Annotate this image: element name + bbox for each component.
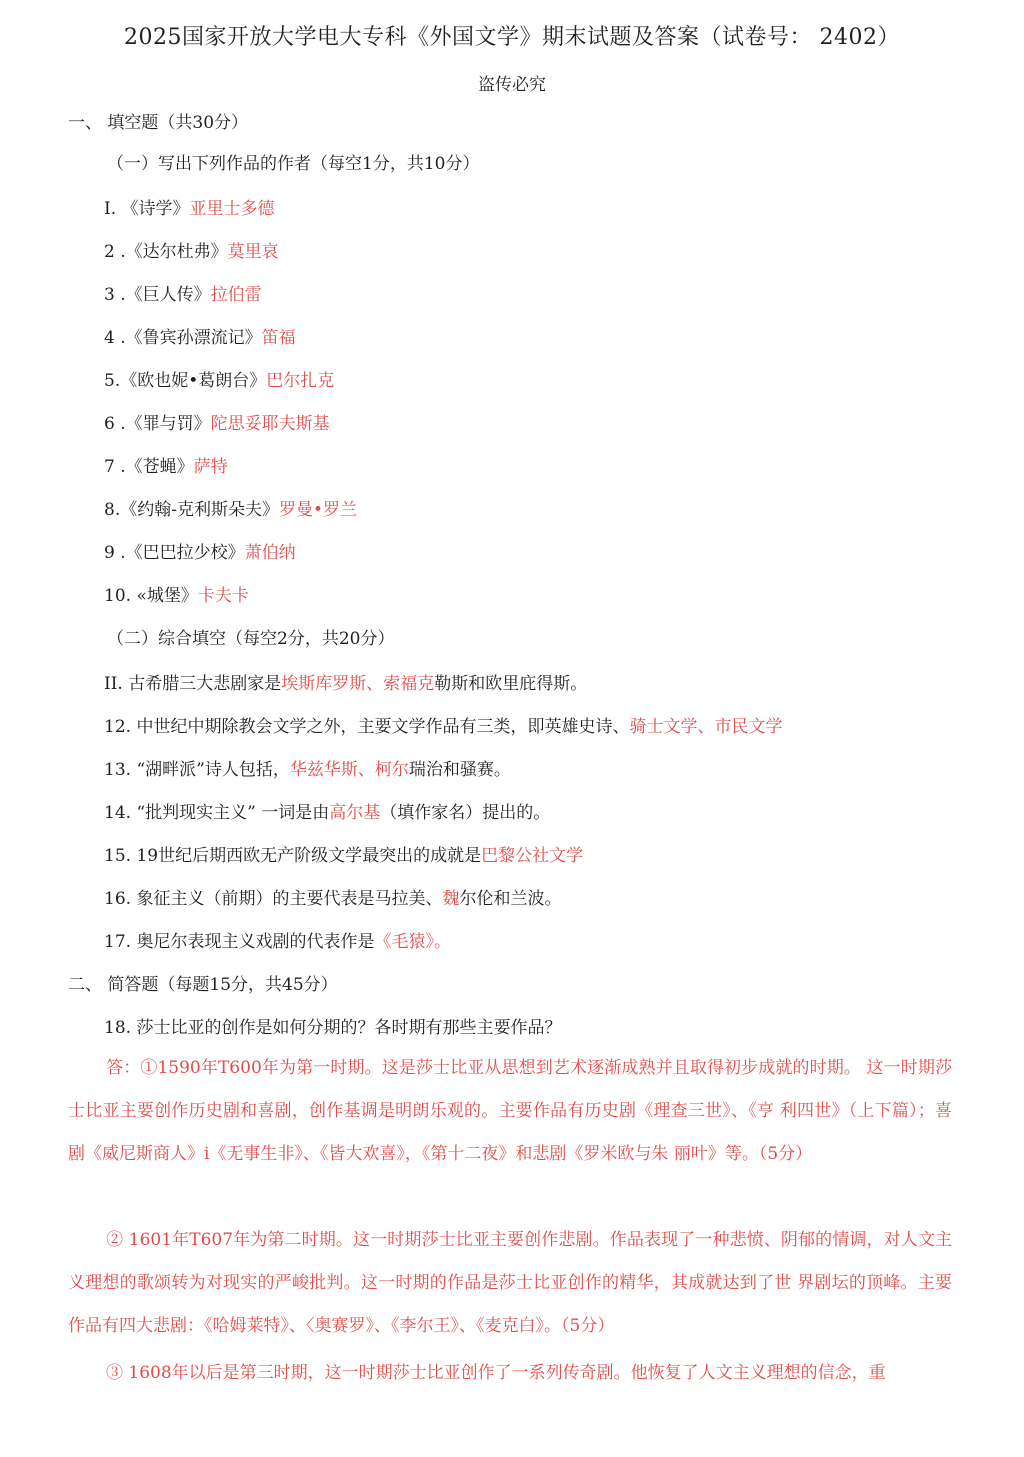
answer-text: 笛福 — [261, 328, 296, 348]
answer-text: 拉伯雷 — [210, 285, 262, 305]
answer-text: 莫里哀 — [227, 242, 279, 262]
list-item — [104, 366, 334, 391]
answer-text: 萨特 — [193, 457, 228, 477]
question-text: II. 古希腊三大悲剧家是 — [104, 674, 282, 694]
list-item — [104, 280, 262, 305]
question-text: 8.《约翰-克利斯朵夫》 — [104, 500, 279, 520]
list-item — [104, 669, 587, 694]
page-title: 2025国家开放大学电大专科《外国文学》期末试题及答案（试卷号： 2402） — [124, 25, 900, 50]
section1-heading: 一、 填空题（共30分） — [68, 113, 249, 133]
answer-text: 罗曼•罗兰 — [278, 500, 357, 520]
question-text: 16. 象征主义（前期）的主要代表是马拉美、 — [104, 889, 443, 909]
list-item — [104, 755, 511, 780]
list-item — [104, 927, 451, 952]
question-text: 12. 中世纪中期除教会文学之外，主要文学作品有三类，即英雄史诗、 — [104, 717, 630, 737]
answer-text: 骑士文学、市民文学 — [629, 717, 783, 737]
question-18: 18. 莎士比亚的创作是如何分期的？各时期有那些主要作品？ — [104, 1018, 562, 1038]
answer-text: 华兹华斯、柯尔 — [289, 760, 409, 780]
answer-paragraph-1 — [68, 1047, 952, 1176]
answer-text: 陀思妥耶夫斯基 — [210, 414, 330, 434]
answer-text: ③ 1608年以后是第三时期，这一时期莎士比亚创作了一系列传奇剧。他恢复了人文主义理想的信念，重 — [106, 1363, 886, 1383]
question-text-tail: 勒斯和欧里庇得斯。 — [434, 674, 588, 694]
answer-text: 高尔基 — [329, 803, 381, 823]
question-text: 6 .《罪与罚》 — [104, 414, 211, 434]
question-text: 3 .《巨人传》 — [104, 285, 211, 305]
part1-heading: （一）写出下列作品的作者（每空1分，共10分） — [107, 154, 480, 174]
answer-text: 魏 — [442, 889, 460, 909]
answer-text: ② 1601年T607年为第二时期。这一时期莎士比亚主要创作悲剧。作品表现了一种悲愤、阴郁的情调，对人文主义理想的歌颂转为对现实的严峻批判。这一时期的作品是莎士比亚创作的精华，其成就达到了世 界剧坛的顶峰。主要作品有四大悲剧：《哈姆莱特》、〈奥赛罗》、《李尔王》、《麦克白》。（5分） — [68, 1230, 952, 1336]
list-item — [104, 323, 296, 348]
list-item — [104, 884, 561, 909]
list-item — [104, 194, 275, 219]
list-item — [104, 495, 357, 520]
question-text: 5.《欧也妮•葛朗台》 — [104, 371, 267, 391]
answer-paragraph-3 — [68, 1352, 952, 1395]
answer-text: 埃斯库罗斯、索福克 — [281, 674, 435, 694]
question-text: 4 .《鲁宾孙漂流记》 — [104, 328, 262, 348]
list-item — [104, 538, 296, 563]
question-text-tail: 尔伦和兰波。 — [459, 889, 562, 909]
answer-text: 亚里士多德 — [189, 199, 275, 219]
answer-text: 巴尔扎克 — [266, 371, 335, 391]
question-text: 13. “湖畔派”诗人包括， — [104, 760, 290, 780]
question-text: 9 .《巴巴拉少校》 — [104, 543, 245, 563]
answer-text: 巴黎公社文学 — [481, 846, 584, 866]
answer-text: 答：①1590年T600年为第一时期。这是莎士比亚从思想到艺术逐渐成熟并且取得初步成就的时期。 这一时期莎士比亚主要创作历史剧和喜剧，创作基调是明朗乐观的。主要作品有历史剧《理查三世》、《亨 利四世》（上下篇）；喜剧《威尼斯商人》i《无事生非》、《皆大欢喜》，《第十二夜》和悲剧《罗米欧与朱 丽叶》等。（5分） — [68, 1058, 952, 1164]
question-text: 15. 19世纪后期西欧无产阶级文学最突出的成就是 — [104, 846, 482, 866]
list-item — [104, 798, 550, 823]
answer-paragraph-2 — [68, 1219, 952, 1348]
answer-text: 《毛猿》。 — [374, 932, 451, 952]
question-text-tail: （填作家名）提出的。 — [380, 803, 551, 823]
list-item — [104, 712, 782, 737]
question-text: 14. “批判现实主义” 一词是由 — [104, 803, 330, 823]
list-item — [104, 452, 228, 477]
question-text: 7 .《苍蝇》 — [104, 457, 194, 477]
part2-heading: （二）综合填空（每空2分，共20分） — [107, 629, 395, 649]
question-text: 2 .《达尔杜弗》 — [104, 242, 228, 262]
section2-heading: 二、 简答题（每题15分，共45分） — [68, 975, 338, 995]
question-text: 17. 奥尼尔表现主义戏剧的代表作是 — [104, 932, 375, 952]
answer-text: 卡夫卡 — [197, 586, 249, 606]
list-item — [104, 237, 279, 262]
question-text-tail: 瑞治和骚赛。 — [408, 760, 511, 780]
question-text: 10. «城堡》 — [104, 586, 198, 606]
list-item — [104, 581, 249, 606]
question-text: I. 《诗学》 — [104, 199, 190, 219]
answer-text: 萧伯纳 — [244, 543, 296, 563]
list-item — [104, 409, 330, 434]
list-item — [104, 841, 583, 866]
page-subtitle: 盗传必究 — [478, 75, 546, 95]
